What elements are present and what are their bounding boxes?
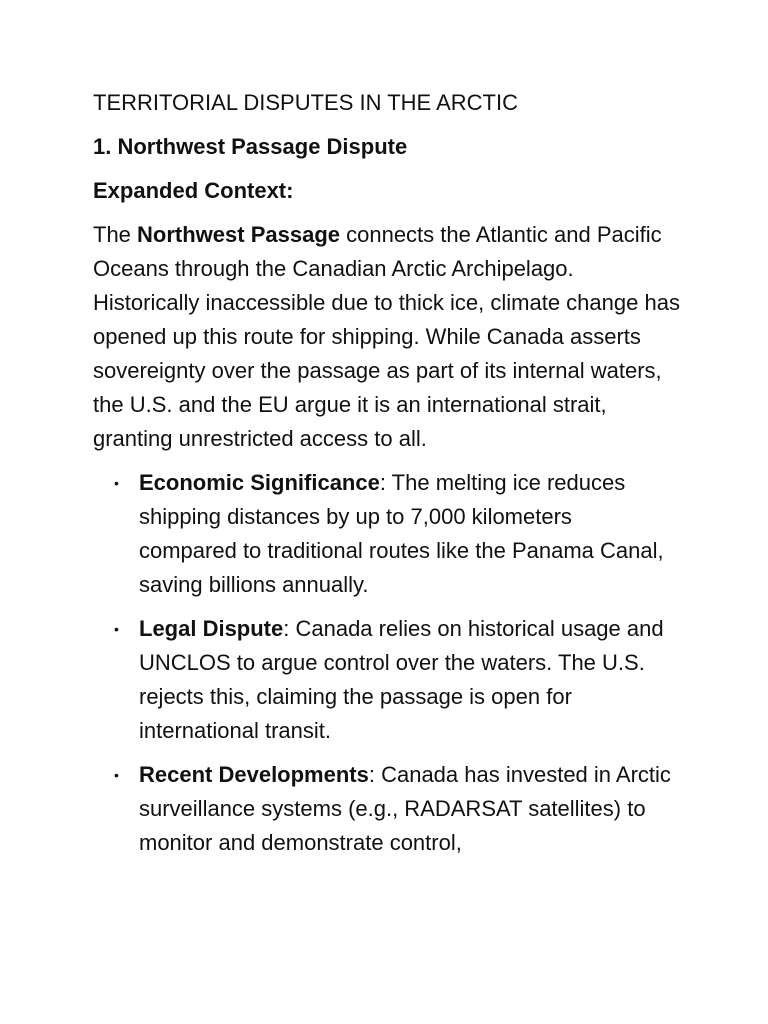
bullet-icon: •: [114, 475, 119, 491]
bullet-text: : Canada has invested in Arctic surveillance systems (e.g., RADARSAT satellites) to monitor and demonstrate control,: [139, 762, 671, 855]
bullet-text: : Canada relies on historical usage and UNCLOS to argue control over the waters. The U.S. rejects this, claiming the passage is open for international transit.: [139, 616, 664, 743]
intro-text: connects the Atlantic and Pacific Oceans through the Canadian Arctic Archipelago. Historically inaccessible due to thick ice, climate change has opened up this route for shipping. While Canada asserts sovereignty over the passage as part of its internal waters, the U.S. and the EU argue it is an international strait, granting unrestricted access to all.: [93, 222, 680, 451]
bullet-icon: •: [114, 621, 119, 637]
intro-bold-term: Northwest Passage: [137, 222, 340, 247]
document-title: TERRITORIAL DISPUTES IN THE ARCTIC: [93, 90, 518, 115]
bullet-term: Recent Developments: [139, 762, 369, 787]
intro-prefix: The: [93, 222, 138, 247]
document-page: [93, 86, 683, 870]
list-item: [93, 612, 675, 748]
bullet-term: Legal Dispute: [139, 616, 284, 641]
list-item: [93, 758, 675, 860]
intro-paragraph: [93, 218, 683, 456]
bullet-term: Economic Significance: [139, 470, 380, 495]
list-item: [93, 466, 675, 602]
bullet-list: [93, 466, 683, 860]
bullet-text: : The melting ice reduces shipping distances by up to 7,000 kilometers compared to traditional routes like the Panama Canal, saving billions annually.: [139, 470, 664, 597]
section-heading: 1. Northwest Passage Dispute: [93, 134, 408, 159]
subheading: Expanded Context:: [93, 178, 294, 203]
bullet-icon: •: [114, 767, 119, 783]
